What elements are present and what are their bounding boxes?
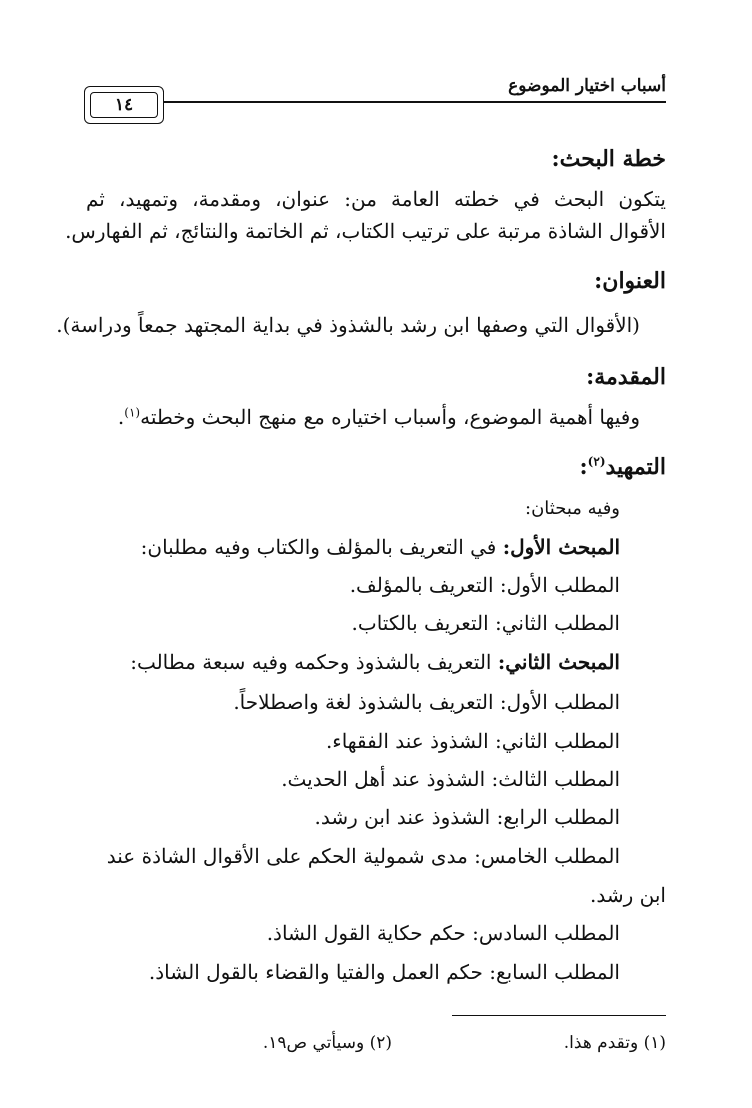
topic-2-req-7: المطلب السابع: حكم العمل والفتيا والقضاء بالقول الشاذ.	[148, 960, 620, 984]
intro-line	[86, 402, 640, 432]
topic-1-req-1: المطلب الأول: التعريف بالمؤلف.	[349, 573, 620, 597]
title-text: (الأقوال التي وصفها ابن رشد بالشذوذ في بداية المجتهد جمعاً ودراسة).	[56, 313, 640, 337]
footnote-rule	[452, 1015, 666, 1016]
plan-line-2: الأقوال الشاذة مرتبة على ترتيب الكتاب، ثم الخاتمة والنتائج، ثم الفهارس.	[65, 219, 666, 243]
topic-2	[86, 647, 620, 677]
topic-2-text: التعريف بالشذوذ وحكمه وفيه سبعة مطالب:	[130, 650, 492, 674]
topic-2-req-2: المطلب الثاني: الشذوذ عند الفقهاء.	[325, 729, 620, 753]
prelude-heading: التمهيد	[605, 454, 666, 480]
running-title: أسباب اختيار الموضوع	[508, 76, 666, 96]
prelude-sub: وفيه مبحثان:	[525, 498, 620, 519]
topic-2-req-6: المطلب السادس: حكم حكاية القول الشاذ.	[266, 921, 620, 945]
intro-heading: المقدمة:	[586, 364, 666, 390]
page-number: ١٤	[90, 92, 158, 118]
intro-text: وفيها أهمية الموضوع، وأسباب اختياره مع منهج البحث وخطته	[140, 405, 640, 429]
footnote-1: (١) وتقدم هذا.	[563, 1033, 666, 1053]
footnote-ref-1: (١)	[124, 405, 141, 420]
plan-line-1: يتكون البحث في خطته العامة من: عنوان، ومقدمة، وتمهيد، ثم	[86, 187, 666, 211]
prelude-heading-line	[86, 452, 666, 482]
intro-end: .	[117, 405, 125, 429]
topic-2-req-3: المطلب الثالث: الشذوذ عند أهل الحديث.	[281, 767, 620, 791]
header-rule	[86, 101, 666, 103]
plan-heading: خطة البحث:	[551, 146, 666, 172]
topic-2-req-1: المطلب الأول: التعريف بالشذوذ لغة واصطلاحاً.	[233, 690, 620, 714]
topic-2-req-4: المطلب الرابع: الشذوذ عند ابن رشد.	[314, 805, 620, 829]
topic-1-req-2: المطلب الثاني: التعريف بالكتاب.	[351, 611, 620, 635]
prelude-colon: :	[579, 454, 588, 480]
title-heading: العنوان:	[594, 268, 666, 294]
topic-1	[86, 532, 620, 562]
topic-2-req-5-line-2: ابن رشد.	[590, 883, 666, 907]
topic-2-req-5-line-1: المطلب الخامس: مدى شمولية الحكم على الأقوال الشاذة عند	[106, 844, 620, 868]
topic-1-text: في التعريف بالمؤلف والكتاب وفيه مطلبان:	[140, 535, 497, 559]
topic-1-label: المبحث الأول:	[502, 535, 620, 559]
topic-2-label: المبحث الثاني:	[497, 650, 620, 674]
footnote-ref-2: (٢)	[587, 454, 606, 469]
footnote-2: (٢) وسيأتي ص١٩.	[262, 1033, 392, 1053]
